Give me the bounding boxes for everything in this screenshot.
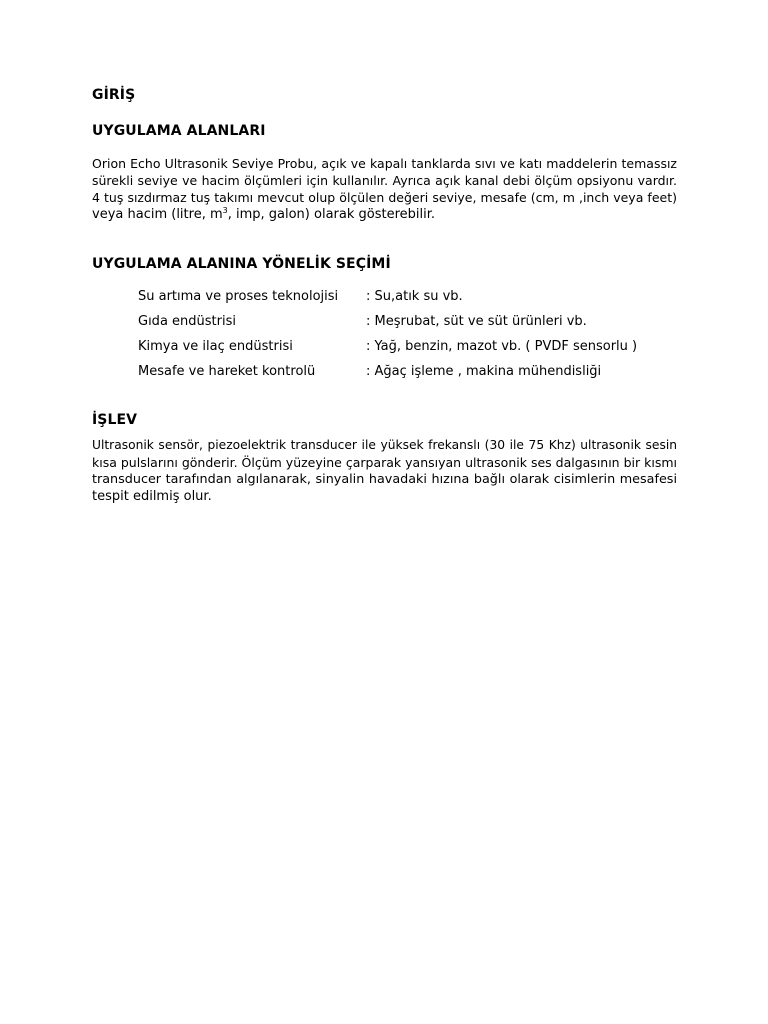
paragraph-line: transducer tarafından algılanarak, sinyalin havadaki hızına bağlı olarak cisimlerin mesafesi <box>92 472 677 487</box>
heading-islev: İŞLEV <box>92 412 138 428</box>
paragraph-line: sürekli seviye ve hacim ölçümleri için kullanılır. Ayrıca açık kanal debi ölçüm opsiyonu vardır. <box>92 173 677 188</box>
secim-row-value: : Meşrubat, süt ve süt ürünleri vb. <box>366 314 587 329</box>
secim-row-label: Su artıma ve proses teknolojisi <box>138 289 339 304</box>
secim-row-label: Mesafe ve hareket kontrolü <box>138 364 316 379</box>
paragraph-uygulama-alanlari <box>92 155 677 223</box>
paragraph-line: Ultrasonik sensör, piezoelektrik transducer ile yüksek frekanslı (30 ile 75 Khz) ultrasonik sesin <box>92 438 677 452</box>
paragraph-line: tespit edilmiş olur. <box>92 489 212 504</box>
secim-row-value: : Su,atık su vb. <box>366 289 463 304</box>
secim-row-value: : Ağaç işleme , makina mühendisliği <box>366 364 602 379</box>
paragraph-line-with-superscript <box>92 206 677 223</box>
text-segment: , imp, galon) olarak gösterebilir. <box>227 207 436 222</box>
secim-row-label: Gıda endüstrisi <box>138 314 236 329</box>
paragraph-islev <box>92 437 677 505</box>
superscript: 3 <box>222 206 228 215</box>
paragraph-line: Orion Echo Ultrasonik Seviye Probu, açık ve kapalı tanklarda sıvı ve katı maddelerin temassız <box>92 156 677 171</box>
heading-giris: GİRİŞ <box>92 87 136 103</box>
heading-secim: UYGULAMA ALANINA YÖNELİK SEÇİMİ <box>92 256 391 272</box>
secim-row-value: : Yağ, benzin, mazot vb. ( PVDF sensorlu ) <box>366 339 638 354</box>
heading-uygulama-alanlari: UYGULAMA ALANLARI <box>92 123 266 139</box>
paragraph-line: 4 tuş sızdırmaz tuş takımı mevcut olup ölçülen değeri seviye, mesafe (cm, m ,inch veya feet) <box>92 190 677 205</box>
text-segment: veya hacim (litre, m <box>92 207 223 222</box>
paragraph-line: kısa pulslarını gönderir. Ölçüm yüzeyine çarparak yansıyan ultrasonik ses dalgasının bir kısmı <box>92 455 677 470</box>
secim-row-label: Kimya ve ilaç endüstrisi <box>138 339 293 354</box>
